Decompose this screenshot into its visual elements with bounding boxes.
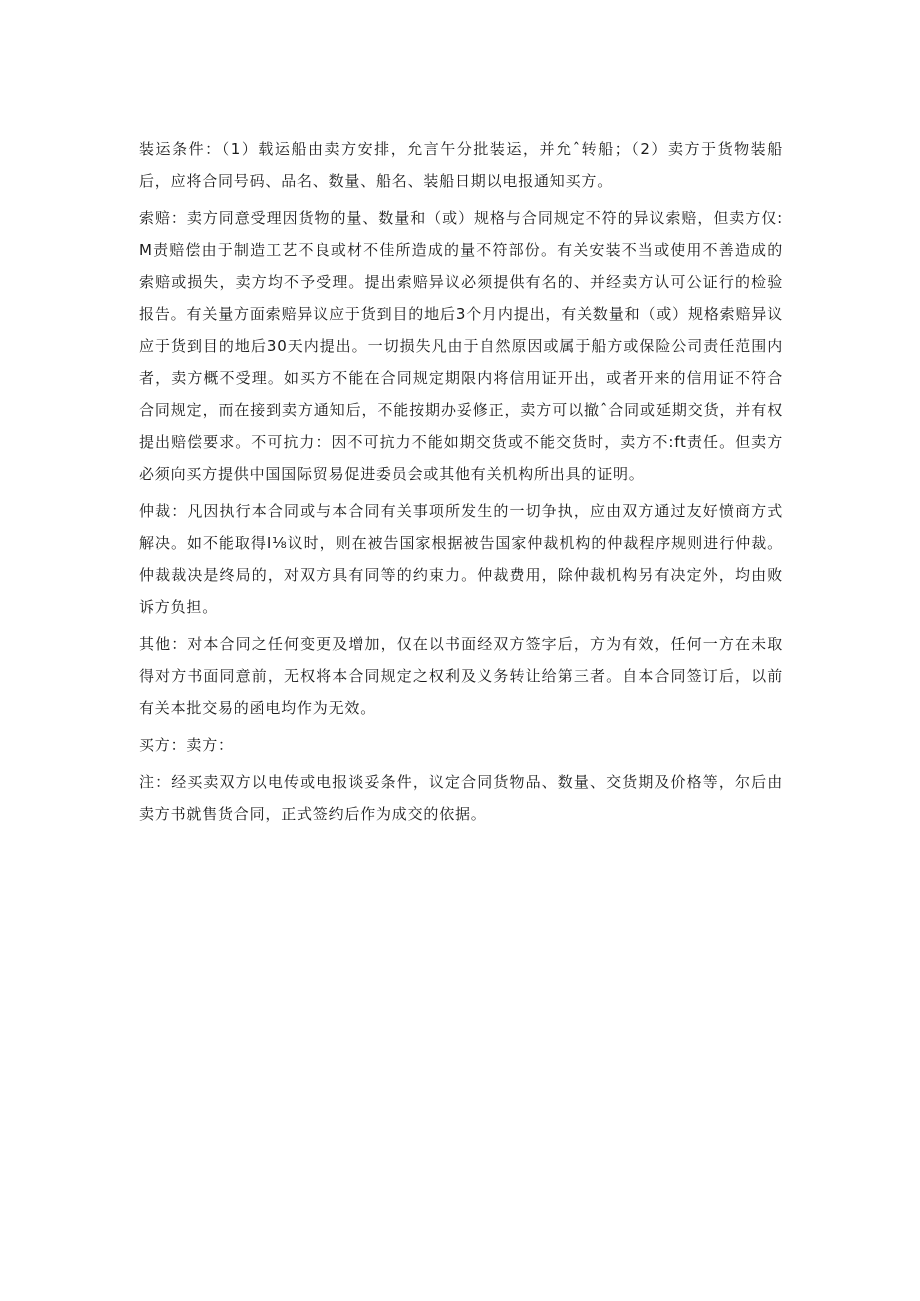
document-body [139,133,783,835]
paragraph-signatures: 买方：卖方： [139,736,234,754]
paragraph-claims: 索赔：卖方同意受理因货物的量、数量和（或）规格与合同规定不符的异议索赔，但卖方仅:M责赔偿由于制造工艺不良或材不佳所造成的量不符部份。有关安装不当或使用不善造成的索赔或损失，卖方均不予受理。提出索赔异议必须提供有名的、并经卖方认可公证行的检验报告。有关量方面索赔异议应于货到目的地后3个月内提出，有关数量和（或）规格索赔异议应于货到目的地后30天内提出。一切损失凡由于自然原因或属于船方或保险公司责任范围内者，卖方概不受理。如买方不能在合同规定期限内将信用证开出，或者开来的信用证不符合合同规定，而在接到卖方通知后，不能按期办妥修正，卖方可以撤ˆ合同或延期交货，并有权提出赔偿要求。不可抗力：因不可抗力不能如期交货或不能交货时，卖方不:ft责任。但卖方必须向买方提供中国国际贸易促进委员会或其他有关机构所出具的证明。 [139,209,783,483]
paragraph-arbitration: 仲裁：凡因执行本合同或与本合同有关事项所发生的一切争执，应由双方通过友好愤商方式解决。如不能取得I⅛议时，则在被告国家根据被告国家仲裁机构的仲裁程序规则进行仲裁。仲裁裁决是终局的，对双方具有同等的约束力。仲裁费用，除仲裁机构另有决定外，均由败诉方负担。 [139,502,783,616]
paragraph-other: 其他：对本合同之任何变更及增加，仅在以书面经双方签字后，方为有效，任何一方在未取得对方书面同意前，无权将本合同规定之权利及义务转让给第三者。自本合同签订后，以前有关本批交易的函电均作为无效。 [139,635,783,717]
paragraph-shipment-terms: 装运条件：（1）载运船由卖方安排，允言午分批装运，并允ˆ转船；（2）卖方于货物装船后，应将合同号码、品名、数量、船名、装船日期以电报通知买方。 [139,140,783,190]
paragraph-note: 注：经买卖双方以电传或电报谈妥条件，议定合同货物品、数量、交货期及价格等，尔后由卖方书就售货合同，正式签约后作为成交的依据。 [139,773,783,823]
